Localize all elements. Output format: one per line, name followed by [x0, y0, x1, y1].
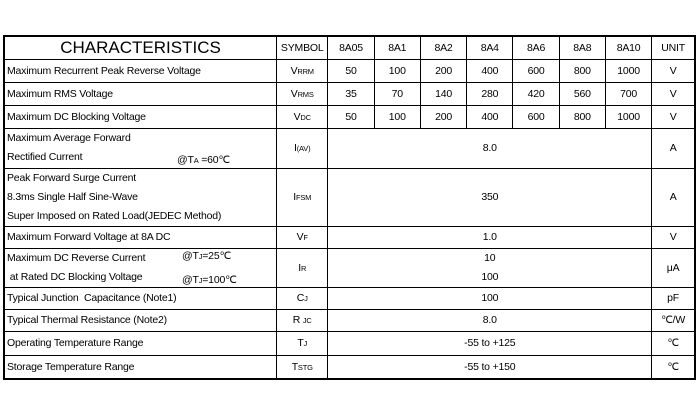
row-symbol: I(AV): [277, 128, 328, 168]
cell-value: 400: [467, 59, 513, 82]
cell-value: 1.0: [328, 226, 652, 248]
row-unit: A: [652, 168, 695, 226]
header-model: 8A10: [605, 36, 651, 59]
row-name: Maximum Recurrent Peak Reverse Voltage: [4, 59, 277, 82]
row-name: Maximum RMS Voltage: [4, 82, 277, 105]
condition-label: @TJ=100℃: [182, 273, 237, 286]
cell-value: -55 to +125: [328, 331, 652, 355]
row-name: Peak Forward Surge Current 8.3ms Single Half Sine-Wave Super Imposed on Rated Load(JEDEC Method): [4, 168, 277, 226]
header-model: 8A1: [374, 36, 420, 59]
cell-value: 700: [605, 82, 651, 105]
row-unit: pF: [652, 287, 695, 309]
cell-value: 200: [420, 59, 466, 82]
cell-value: 10 100: [328, 248, 652, 287]
cell-value: 600: [513, 59, 559, 82]
header-unit: UNIT: [652, 36, 695, 59]
cell-value: -55 to +150: [328, 355, 652, 379]
row-symbol: VDC: [277, 105, 328, 128]
row-name: Typical Thermal Resistance (Note2): [4, 309, 277, 331]
header-characteristics: CHARACTERISTICS: [4, 36, 277, 59]
row-vdc: [4, 105, 695, 128]
cell-value: 140: [420, 82, 466, 105]
header-model: 8A8: [559, 36, 605, 59]
row-ir: [4, 248, 695, 287]
row-symbol: VRMS: [277, 82, 328, 105]
row-unit: μA: [652, 248, 695, 287]
cell-value: 8.0: [328, 309, 652, 331]
row-unit: V: [652, 82, 695, 105]
header-row: [4, 36, 695, 59]
cell-value: 100: [328, 287, 652, 309]
cell-value: 50: [328, 105, 374, 128]
cell-value: 100: [374, 105, 420, 128]
row-vrms: [4, 82, 695, 105]
cell-value: 350: [328, 168, 652, 226]
row-unit: ℃/W: [652, 309, 695, 331]
row-ifsm: [4, 168, 695, 226]
condition-label: @TA =60℃: [177, 153, 231, 166]
cell-value: 400: [467, 105, 513, 128]
row-unit: V: [652, 59, 695, 82]
row-unit: V: [652, 105, 695, 128]
row-symbol: R JC: [277, 309, 328, 331]
row-unit: V: [652, 226, 695, 248]
row-symbol: TSTG: [277, 355, 328, 379]
row-tj: [4, 331, 695, 355]
row-name: Storage Temperature Range: [4, 355, 277, 379]
row-symbol: IFSM: [277, 168, 328, 226]
cell-value: 420: [513, 82, 559, 105]
row-symbol: VRRM: [277, 59, 328, 82]
row-tstg: [4, 355, 695, 379]
header-model: 8A4: [467, 36, 513, 59]
characteristics-table: [3, 35, 696, 380]
cell-value: 1000: [605, 105, 651, 128]
row-name: Maximum Average Forward Rectified Current @TA =60℃: [4, 128, 277, 168]
cell-value: 1000: [605, 59, 651, 82]
header-model: 8A05: [328, 36, 374, 59]
row-unit: ℃: [652, 355, 695, 379]
row-name: Maximum Forward Voltage at 8A DC: [4, 226, 277, 248]
cell-value: 280: [467, 82, 513, 105]
cell-value: 800: [559, 105, 605, 128]
cell-value: 600: [513, 105, 559, 128]
row-rjc: [4, 309, 695, 331]
row-unit: A: [652, 128, 695, 168]
row-name: Operating Temperature Range: [4, 331, 277, 355]
row-name: Maximum DC Blocking Voltage: [4, 105, 277, 128]
cell-value: 100: [374, 59, 420, 82]
cell-value: 200: [420, 105, 466, 128]
row-unit: ℃: [652, 331, 695, 355]
header-model: 8A2: [420, 36, 466, 59]
row-symbol: VF: [277, 226, 328, 248]
header-symbol: SYMBOL: [277, 36, 328, 59]
row-cj: [4, 287, 695, 309]
row-vrrm: [4, 59, 695, 82]
row-name: Typical Junction Capacitance (Note1): [4, 287, 277, 309]
cell-value: 560: [559, 82, 605, 105]
cell-value: 800: [559, 59, 605, 82]
cell-value: 8.0: [328, 128, 652, 168]
row-symbol: CJ: [277, 287, 328, 309]
condition-label: @TJ=25℃: [182, 249, 232, 262]
row-symbol: TJ: [277, 331, 328, 355]
cell-value: 50: [328, 59, 374, 82]
cell-value: 70: [374, 82, 420, 105]
row-iav: [4, 128, 695, 168]
row-vf: [4, 226, 695, 248]
cell-value: 35: [328, 82, 374, 105]
row-symbol: IR: [277, 248, 328, 287]
header-model: 8A6: [513, 36, 559, 59]
row-name: Maximum DC Reverse Current at Rated DC Blocking Voltage @TJ=25℃ @TJ=100℃: [4, 248, 277, 287]
